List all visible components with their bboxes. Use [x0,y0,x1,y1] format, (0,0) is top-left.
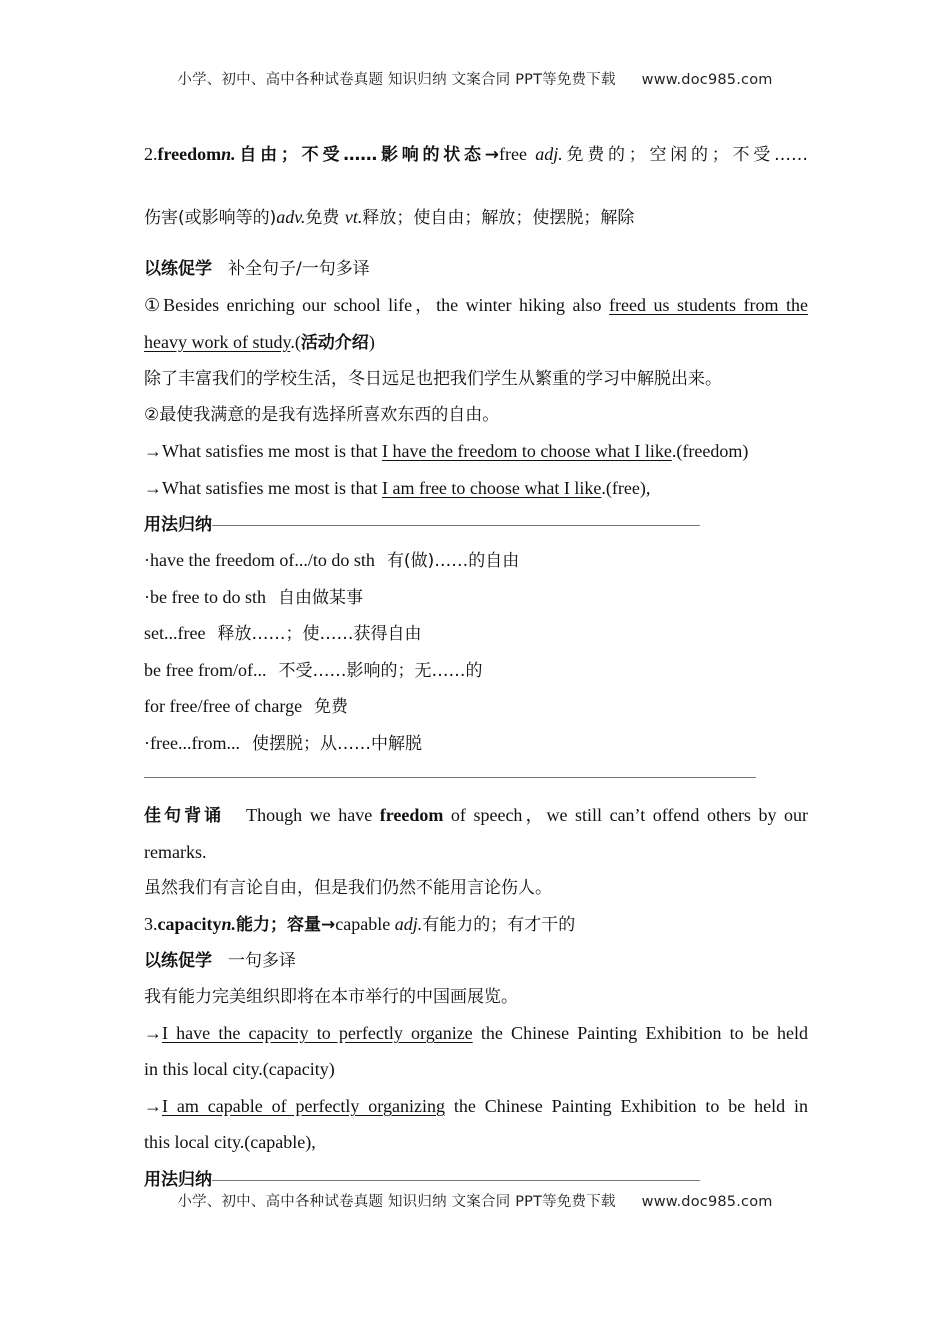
answer-text: freed us students from the [609,295,808,315]
good-sentence-translation: 虽然我们有言论自由，但是我们仍然不能用言论伤人。 [144,878,552,898]
usage-item [144,620,808,647]
exercise-text: .(freedom) [671,441,749,461]
usage-rule [212,525,700,526]
capacity-prompt: 我有能力完美组织即将在本市举行的中国画展览。 [144,987,518,1007]
entry-meaning: 自由；不受……影响的状态→ [235,145,499,165]
usage-rule [212,1180,700,1181]
exercise-text: the Chinese Painting Exhibition to be held [472,1023,808,1043]
exercise-2-answer-b [144,475,808,501]
definition-pos: vt. [344,207,363,227]
entry-pos: n. [221,144,236,164]
entry-freedom-line1 [144,141,808,168]
good-sentence-keyword: freedom [379,805,444,825]
definition-part: 免费 [305,208,345,228]
usage-label: 用法归纳 [144,1170,212,1190]
usage-cn: 使摆脱；从……中解脱 [251,734,422,754]
capacity-answer-a-line2: in this local city.(capacity) [144,1059,335,1079]
footer-site: www.doc985.com [641,1194,773,1210]
source-tag: 活动介绍 [300,333,369,353]
capacity-answer-b-line1 [144,1093,808,1119]
arrow: → [144,1096,162,1116]
practice-label: 以练促学 [144,951,212,971]
exercise-text: .( [290,332,301,352]
usage-end-rule [144,777,756,778]
usage-label: 用法归纳 [144,515,212,535]
entry-capacity-line [144,911,808,938]
definition-part: 伤害(或影响等的) [144,208,277,228]
exercise-text: ) [368,332,375,352]
usage-cn: 不受……影响的；无……的 [278,661,483,681]
usage-cn: 自由做某事 [277,588,363,608]
exercise-text: ①Besides enriching our school life，the winter hiking also [144,295,610,315]
related-pos: adj. [535,144,563,164]
practice-subtitle: 补全句子/一句多译 [228,259,370,279]
entry-meaning: 能力；容量→ [236,915,336,935]
entry-number: 2. [144,144,158,164]
usage-cn: 有(做)……的自由 [386,551,520,571]
practice-label: 以练促学 [144,259,212,279]
usage-en: be free from/of... [144,660,267,680]
related-meaning: 免费的；空闲的；不受…… [562,145,809,165]
answer-text: I have the capacity to perfectly organize [162,1023,473,1043]
good-sentence-text: of speech，we still can’t offend others by our [443,805,809,825]
related-word: capable [335,914,395,934]
good-sentence-line2: remarks. [144,842,207,862]
usage-item [144,693,808,720]
answer-text: I am free to choose what I like [381,478,602,498]
footer-text: 小学、初中、高中各种试卷真题 知识归纳 文案合同 PPT等免费下载 [177,1194,616,1210]
practice-subtitle: 一句多译 [228,951,296,971]
capacity-answer-a-line1 [144,1020,808,1046]
exercise-text: →What satisfies me most is that [144,478,382,498]
page-footer [0,1190,950,1211]
usage-cn: 免费 [314,697,349,717]
usage-item [144,547,808,574]
exercise-2-answer-a [144,438,808,464]
capacity-answer-b-line2: this local city.(capable), [144,1132,316,1152]
header-site: www.doc985.com [641,72,773,88]
exercise-1-line2 [144,329,808,356]
related-pos: adj. [394,914,423,934]
exercise-text: →What satisfies me most is that [144,441,382,461]
page-header [0,68,950,89]
answer-text: heavy work of study [144,332,291,352]
header-text: 小学、初中、高中各种试卷真题 知识归纳 文案合同 PPT等免费下载 [177,72,616,88]
exercise-1-line1 [144,292,808,318]
usage-cn: 释放……；使……获得自由 [217,624,422,644]
entry-word: capacity [157,914,222,934]
definition-part: 释放；使自由；解放；使摆脱；解除 [362,208,635,228]
exercise-2-prompt: ②最使我满意的是我有选择所喜欢东西的自由。 [144,405,500,425]
exercise-text: .(free), [601,478,651,498]
usage-en: ·free...from... [144,733,240,753]
usage-heading [144,511,808,538]
usage-en: ·have the freedom of.../to do sth [144,550,375,570]
arrow: → [144,1023,162,1043]
practice-heading [144,255,808,282]
usage-heading [144,1166,808,1193]
practice-heading [144,947,808,974]
usage-item [144,730,808,757]
definition-pos: adv. [276,207,306,227]
entry-number: 3. [144,914,158,934]
usage-en: ·be free to do sth [144,587,266,607]
exercise-1-translation: 除了丰富我们的学校生活，冬日远足也把我们学生从繁重的学习中解脱出来。 [144,369,722,389]
usage-en: for free/free of charge [144,696,303,716]
related-word: free [498,144,536,164]
entry-pos: n. [221,914,236,934]
answer-text: I am capable of perfectly organizing [162,1096,445,1116]
entry-freedom-line2 [144,204,808,231]
related-meaning: 有能力的；有才干的 [422,915,576,935]
good-sentence-text: Though we have [246,805,380,825]
good-sentence-line1 [144,802,808,829]
good-sentence-label: 佳句背诵 [144,806,225,826]
usage-en: set...free [144,623,206,643]
exercise-text: the Chinese Painting Exhibition to be held in [444,1096,808,1116]
usage-item [144,657,808,684]
entry-word: freedom [157,144,222,164]
usage-item [144,584,808,611]
answer-text: I have the freedom to choose what I like [381,441,672,461]
